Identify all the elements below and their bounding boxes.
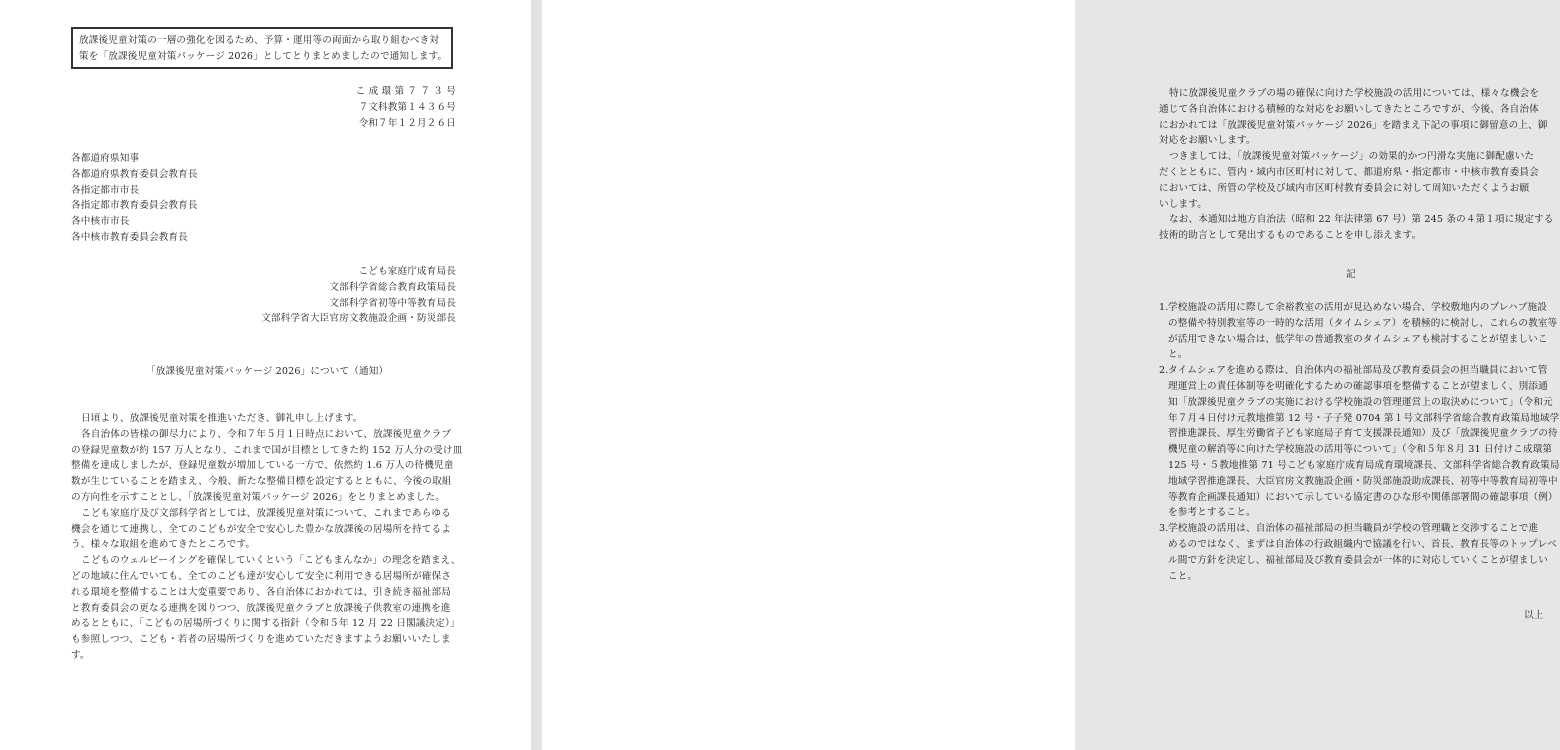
date-line: 令和７年１２月２６日 (358, 117, 456, 129)
body-line: こども家庭庁及び文部科学省としては、放課後児童対策について、これまであらゆる (81, 507, 451, 519)
list-item (1159, 363, 1560, 521)
body-line: す。 (71, 649, 90, 661)
notice-summary-box (71, 27, 453, 69)
item-number: 1. (1159, 302, 1169, 313)
body-line: 数が生じていることを踏まえ、今般、新たな整備目標を設定するとともに、今後の取組 (71, 476, 452, 488)
body-line: と教育委員会の更なる連携を図りつつ、放課後児童クラブと放課後子供教室の連携を進 (71, 602, 451, 614)
body-line: 対応をお願いします。 (1159, 135, 1256, 147)
document-page-right (542, 0, 1560, 750)
item-line: 知「放課後児童クラブの実施における学校施設の管理運営上の取決めについて」（令和元 (1168, 396, 1553, 408)
body-line: だくとともに、管内・域内市区町村に対して、都道府県・指定都市・中核市教育委員会 (1159, 166, 1539, 178)
addressee: 各指定都市教育委員会教育長 (71, 200, 198, 212)
item-line: こと。 (1168, 570, 1198, 582)
item-line: と。 (1168, 349, 1188, 361)
body-line: も参照しつつ、こども・若者の居場所づくりを進めていただきますようお願いいたしま (71, 634, 451, 646)
body-line: 機会を通じて連携し、全てのこどもが安全で安心した豊かな放課後の居場所を持てるよ (71, 523, 452, 535)
page-gutter (531, 0, 542, 750)
addressee: 各指定都市市長 (71, 184, 140, 196)
body-line: う、様々な取組を進めてきたところです。 (71, 539, 256, 551)
document-subject: 「放課後児童対策パッケージ 2026」について（通知） (146, 366, 389, 377)
sender: 文部科学省初等中等教育局長 (329, 297, 456, 309)
item-line: が活用できない場合は、低学年の普通教室のタイムシェアも検討することが望ましいこ (1168, 333, 1548, 345)
numbered-items (1159, 300, 1560, 584)
item-number: 2. (1159, 365, 1169, 377)
body-line: 通じて各自治体における積極的な対応をお願いしてきたところですが、今後、各自治体 (1159, 103, 1539, 115)
body-line: つきましては、「放課後児童対策パッケージ」の効果的かつ円滑な実施に御配慮いた (1169, 151, 1535, 163)
list-item (1159, 521, 1557, 584)
body-text-left (71, 411, 461, 664)
item-line: 理運営上の責任体制等を明確化するための確認事項を整備することが望ましく、別添通 (1168, 380, 1548, 392)
body-line: 各自治体の皆様の御尽力により、令和７年５月１日時点において、放課後児童クラブ (81, 428, 452, 440)
body-line: めるとともに、「こどもの居場所づくりに関する指針（令和５年 12 月 22 日閣議決定）」 (71, 618, 460, 630)
addressee: 各都道府県教育委員会教育長 (71, 168, 198, 180)
item-line: 等教育企画課長通知）において示している協定書のひな形や関係部署間の確認事項（例） (1168, 491, 1558, 503)
item-line: タイムシェアを進める際は、自治体内の福祉部局及び教育委員会の担当職員において管 (1168, 365, 1548, 377)
body-line: こどものウェルビーイングを確保していくという「こどもまんなか」の理念を踏まえ、 (81, 555, 461, 567)
body-line: 技術的助言として発出するものであることを申し添えます。 (1159, 230, 1422, 242)
body-line: どの地域に住んでいても、全てのこども達が安心して安全に利用できる居場所が確保さ (71, 570, 452, 582)
body-line: なお、本通知は地方自治法（昭和 22 年法律第 67 号）第 245 条の４第１項に規定する (1169, 214, 1554, 226)
closing-mark: 以上 (1524, 610, 1544, 621)
body-line: においては、所管の学校及び域内市区町村教育委員会に対して周知いただくようお願 (1159, 182, 1530, 194)
addressee: 各中核市市長 (71, 216, 130, 228)
notice-line: 放課後児童対策の一層の強化を図るため、予算・運用等の両面から取り組むべき対 (79, 35, 440, 46)
item-line: めるのではなく、まずは自治体の行政組織内で協議を行い、首長、教育長等のトップレベ (1168, 538, 1557, 550)
reference-line: ７文科教第１４３６号 (358, 101, 456, 113)
reference-numbers (300, 84, 456, 131)
body-line: の方向性を示すこととし、「放課後児童対策パッケージ 2026」をとりまとめました。 (71, 491, 445, 503)
item-line: 125 号・５教地推第 71 号こども家庭庁成育局成育環境課長、文部科学省総合教育政策局 (1168, 459, 1560, 471)
body-text-right (1159, 86, 1554, 244)
body-line: 特に放課後児童クラブの場の確保に向けた学校施設の活用については、様々な機会を (1169, 88, 1540, 99)
item-line: 地域学習推進課長、大臣官房文教施設企画・防災部施設助成課長、初等中等教育局初等中 (1168, 475, 1558, 487)
body-line: におかれては「放課後児童対策パッケージ 2026」を踏まえ下記の事項に御留意の上、御 (1159, 119, 1548, 131)
body-line: の登録児童数が約 157 万人となり、これまで国が目標としてきた約 152 万人分の受け皿 (71, 444, 463, 456)
ki-heading: 記 (1346, 269, 1356, 280)
notice-line: 策を「放課後児童対策パッケージ 2026」としてとりまとめましたので通知します。 (79, 50, 448, 62)
sender-list (200, 264, 456, 327)
item-number: 3. (1159, 523, 1169, 535)
item-line: を参考とすること。 (1168, 507, 1256, 519)
item-line: 習推進課長、厚生労働省子ども家庭局子育て支援課長通知）及び「放課後児童クラブの待 (1168, 428, 1558, 440)
addressee: 各都道府県知事 (71, 153, 140, 164)
addressee-list (71, 151, 198, 246)
sender: 文部科学省総合教育政策局長 (329, 281, 456, 293)
body-line: 日頃より、放課後児童対策を推進いただき、御礼申し上げます。 (81, 413, 363, 424)
item-line: 学校施設の活用に際して余裕教室の活用が見込めない場合、学校敷地内のプレハブ施設 (1168, 302, 1547, 313)
reference-line: こ 成 環 第 ７ ７ ３ 号 (355, 86, 456, 97)
sender: こども家庭庁成育局長 (358, 266, 456, 277)
sender: 文部科学省大臣官房文教施設企画・防災部長 (261, 313, 456, 325)
list-item (1159, 300, 1558, 363)
item-line: 年７月４日付け元教地推第 12 号・子子発 0704 第１号文部科学省総合教育政策局地域学 (1168, 412, 1560, 424)
body-line: いします。 (1159, 198, 1207, 210)
body-line: 整備を達成しましたが、登録児童数が増加している一方で、依然約 1.6 万人の待機児童 (71, 460, 454, 472)
body-line: れる環境を整備することは大変重要であり、各自治体におかれては、引き続き福祉部局 (71, 586, 452, 598)
item-line: の整備や特別教室等の一時的な活用（タイムシェア）を積極的に検討し、これらの教室等 (1168, 317, 1558, 329)
document-page-left (0, 0, 531, 750)
item-line: 機児童の解消等に向けた学校施設の活用等について」（令和５年８月 31 日付けこ成環第 (1168, 444, 1553, 456)
item-line: ル間で方針を決定し、福祉部局及び教育委員会が一体的に対応していくことが望ましい (1168, 554, 1549, 566)
addressee: 各中核市教育委員会教育長 (71, 231, 188, 243)
item-line: 学校施設の活用は、自治体の福祉部局の担当職員が学校の管理職と交渉することで進 (1168, 523, 1539, 535)
